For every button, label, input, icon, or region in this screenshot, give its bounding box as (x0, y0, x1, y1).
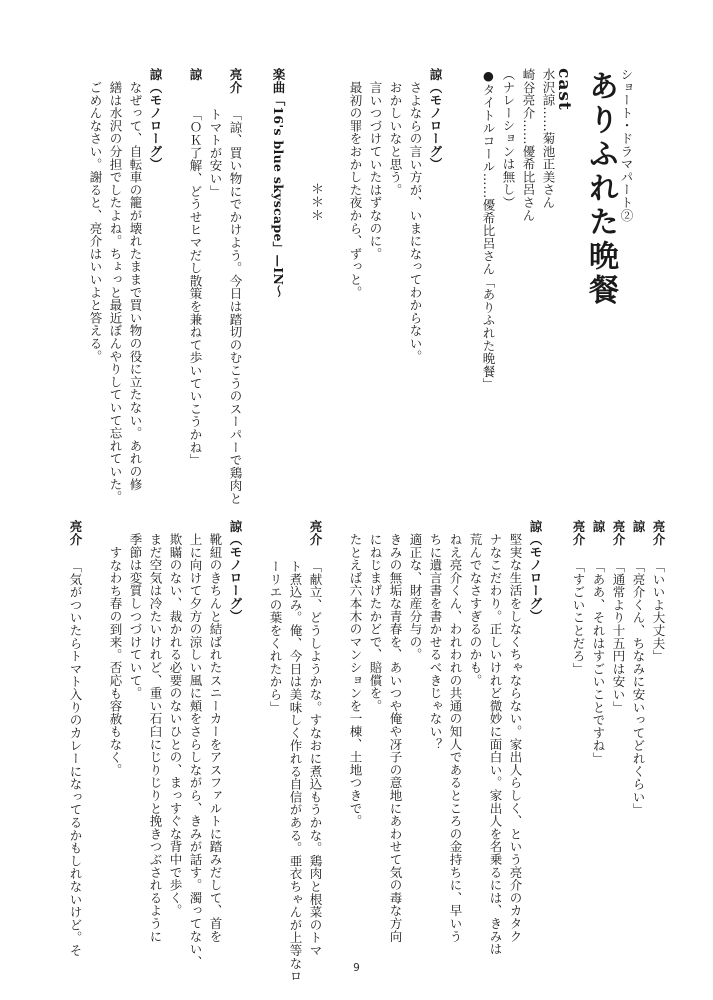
dialogue-line: 「ああ、それはすごいことですね」 (591, 560, 606, 765)
dialogue-line: 「気がついたらトマト入りのカレーになってるかもしれないけど。そ (68, 560, 83, 957)
monologue-line: すなわち春の到来。否応も容赦もなく。 (108, 546, 123, 777)
dialogue-line: 「亮介くん、ちなみに安いってどれくらい」 (631, 560, 646, 816)
speaker-label: 亮介 (571, 520, 586, 546)
monologue-line: 適正な、財産分与の。 (408, 533, 423, 661)
monologue-line: 最初の罪をおかした夜から、ずっと。 (348, 81, 363, 299)
speaker-label: 亮介 (308, 520, 323, 546)
monologue-line: たとえば六本木のマンションを一棟、土地つきで。 (348, 533, 363, 828)
monologue-line: にねじまげたかどで、賠償を。 (368, 533, 383, 713)
dialogue-line: 「諒、買い物にでかけよう。今日は踏切のむこうのスーパーで鶏肉と (228, 108, 243, 505)
cast-heading: cast (554, 68, 574, 111)
monologue-line: さよならの言い方が、いまになってわからない。 (408, 81, 423, 363)
speaker-label: 亮介 (611, 520, 626, 546)
music-cue: 楽曲「16's blue skyscape」—IN～ (271, 68, 286, 298)
series-label: ショート・ドラマパート② (619, 68, 634, 222)
speaker-label: 亮介 (68, 520, 83, 546)
page-number: 9 (353, 962, 360, 974)
monologue-line: 堅実な生活をしなくちゃならない。家出人らしく、という亮介のカタク (508, 533, 523, 943)
cast-line: 水沢諒……菊池正美さん (541, 68, 556, 209)
speaker-label: 諒 (631, 520, 646, 533)
speaker-label: 諒（モノローグ） (528, 520, 543, 623)
monologue-line: 繕は水沢の分担でしたよね。ちょっと最近ぼんやりしていて忘れていた。 (108, 81, 123, 504)
speaker-label: 諒（モノローグ） (428, 68, 443, 171)
cast-line: ●タイトルコール……優希比呂さん「ありふれた晩餐」 (481, 68, 496, 391)
speaker-label: 亮介 (228, 68, 243, 94)
speaker-label: 諒（モノローグ） (228, 520, 243, 623)
dialogue-line: 「通常より十五円は安い」 (611, 560, 626, 714)
monologue-line: 上に向けて夕方の涼しい風に頬をさらしながら、きみが話す。濁ってない、 (188, 533, 203, 969)
dialogue-line: 「献立、どうしようかな。すなおに煮込もうかな。鶏肉と根菜のトマ (308, 560, 323, 957)
monologue-line: 靴紐のきちんと結ばれたスニーカーをアスファルトに踏みだして、首を (208, 533, 223, 943)
monologue-line: おかしいなと思う。 (388, 81, 403, 197)
dialogue-line: 「いいよ大丈夫」 (651, 560, 666, 663)
monologue-line: 欺瞞のない、裁かれる必要のないひとの、まっすぐな背中で歩く。 (168, 533, 183, 917)
monologue-line: 荒んでなさすぎるのかも。 (468, 533, 483, 687)
monologue-line: まだ空気は冷たいけれど、重い石臼にじりじりと挽きつぶされるように (148, 533, 163, 943)
monologue-line: ナなこだわり。正しいけれど微妙に面白い。家出人を名乗るには、きみは (488, 533, 503, 956)
page-title: ありふれた晩餐 (583, 70, 618, 308)
speaker-label: 亮介 (651, 520, 666, 546)
dialogue-line: 「ＯＫ了解、どうせヒマだし散策を兼ねて歩いていこうかね」 (188, 108, 203, 467)
monologue-line: ちに遺言書を書かせるべきじゃない？ (428, 533, 443, 751)
monologue-line: 季節は変質しつづけていて。 (128, 533, 143, 700)
speaker-label: 諒 (591, 520, 606, 533)
speaker-label: 諒（モノローグ） (148, 68, 163, 171)
monologue-line: 言いつづけていたはずなのに。 (368, 81, 383, 261)
dialogue-line: ーリエの葉をくれたから」 (268, 560, 283, 714)
dialogue-line: トマトが安い」 (208, 108, 223, 198)
monologue-line: なぜって、自転車の籠が壊れたままで買い物の役に立たない。あれの修 (128, 81, 143, 491)
dialogue-line: ト煮込み。俺、今日は美味しく作れる自信がある。亜衣ちゃんが上等なロ (288, 560, 303, 983)
monologue-line: ごめんなさい。謝ると、亮介はいいよと答える。 (88, 81, 103, 363)
cast-line: 崎谷亮介……優希比呂さん (521, 68, 536, 222)
monologue-line: きみの無垢な青春を、あいつや俺や冴子の意地にあわせて気の毒な方向 (388, 533, 403, 943)
dialogue-line: 「すごいことだろ」 (571, 560, 586, 676)
cast-line: （ナレーションは無し） (501, 68, 516, 209)
monologue-line: ねえ亮介くん、われわれの共通の知人であるところの金持ちに、早いう (448, 533, 463, 943)
speaker-label: 諒 (188, 68, 203, 81)
scene-break: ＊＊＊ (308, 182, 323, 222)
